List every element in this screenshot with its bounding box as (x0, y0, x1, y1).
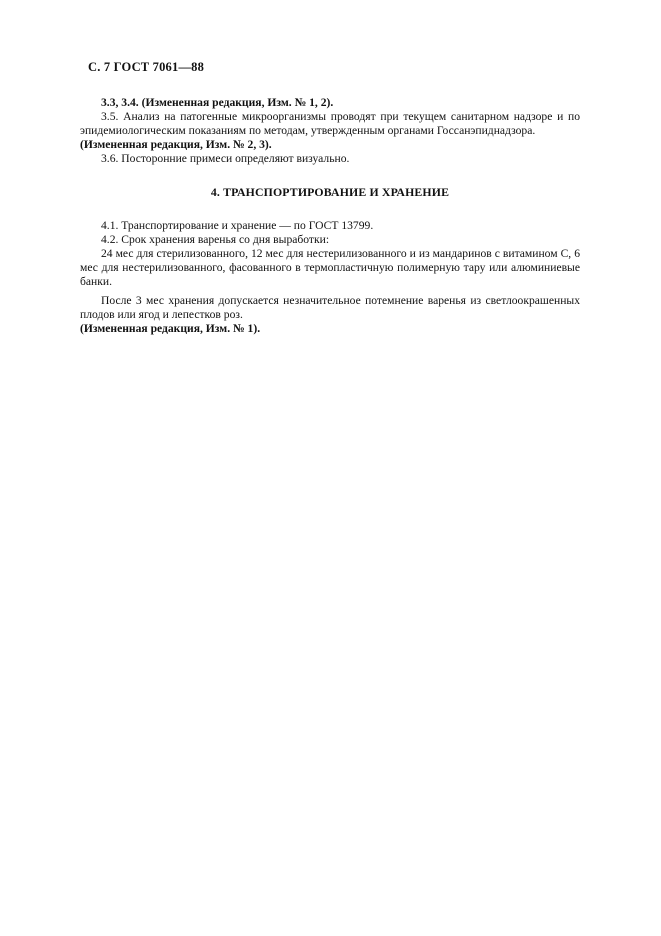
section-title-4: 4. ТРАНСПОРТИРОВАНИЕ И ХРАНЕНИЕ (210, 185, 450, 200)
paragraph-after-3-months: После 3 мес хранения допускается незначительное потемнение варенья из светлоокрашенных плодов или ягод и лепестков роз. (80, 294, 580, 322)
paragraph-4-2: 4.2. Срок хранения варенья со дня выработки: (101, 232, 330, 246)
spacer-after-section-title (80, 200, 580, 219)
paragraph-3-3-3-4-text: 3.3, 3.4. (Измененная редакция, Изм. № 1, 2). (101, 96, 334, 109)
page-running-header: С. 7 ГОСТ 7061—88 (88, 60, 205, 74)
paragraph-4-2-body: 24 мес для стерилизованного, 12 мес для нестерилизованного и из мандаринов с витамином С, 6 мес для нестерилизованного, фасованного в термопластичную полимерную тару или алюминиевые банки. (80, 246, 580, 288)
paragraph-3-3-3-4 (80, 96, 580, 110)
paragraph-3-6: 3.6. Посторонние примеси определяют визуально. (101, 152, 350, 166)
amendment-note-3-5 (80, 138, 580, 152)
paragraph-3-5: 3.5. Анализ на патогенные микроорганизмы проводят при текущем санитарном надзоре и по эпидемиологическим показаниям по методам, утвержденным органами Госсанэпиднадзора. (80, 110, 580, 138)
amendment-note-section-4-text: (Измененная редакция, Изм. № 1). (80, 322, 261, 336)
amendment-note-section-4 (80, 322, 580, 336)
page-body-text (80, 96, 580, 336)
spacer-before-section-title (80, 166, 580, 185)
paragraph-4-1: 4.1. Транспортирование и хранение — по ГОСТ 13799. (101, 218, 374, 232)
amendment-note-3-5-text: (Измененная редакция, Изм. № 2, 3). (80, 138, 272, 152)
